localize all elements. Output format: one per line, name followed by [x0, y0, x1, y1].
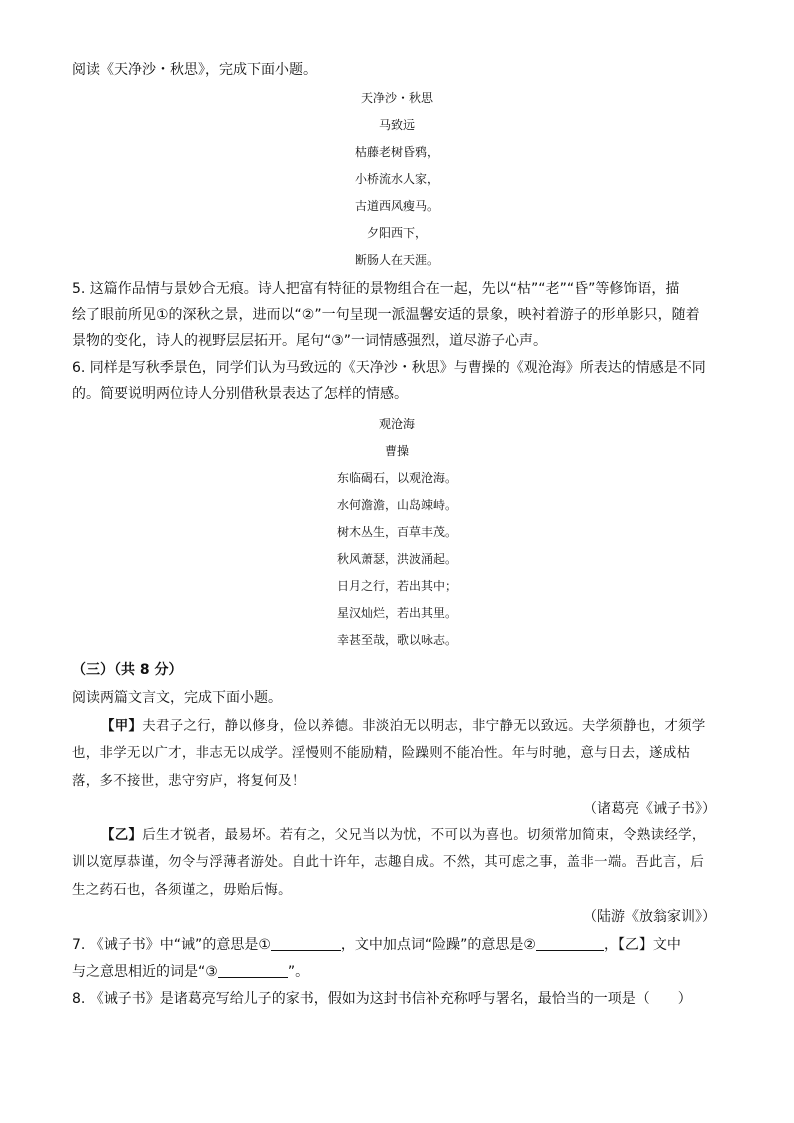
passage-jia-line: 落，多不接世，悲守穷庐，将复何及！	[72, 774, 306, 789]
question-6-line: 6. 同样是写秋季景色，同学们认为马致远的《天净沙・秋思》与曹操的《观沧海》所表达的情感是不同	[72, 360, 706, 376]
poem2-line: 水何澹澹，山岛竦峙。	[336, 498, 457, 512]
question-8-text: 8. 《诫子书》是诸葛亮写给儿子的家书，假如为这封书信补充称呼与署名，最恰当的一项是（ ）	[72, 991, 692, 1007]
question-5-line: 景物的变化，诗人的视野层层拓开。尾句“③”一词情感强烈，道尽游子心声。	[72, 333, 548, 349]
passage-yi-line: 生之药石也，各须谨之，毋贻后悔。	[72, 883, 292, 898]
answer-blank-2[interactable]	[536, 936, 604, 951]
question-7-text: ”。	[287, 964, 310, 980]
question-7-line	[72, 935, 681, 955]
question-7-line	[72, 962, 309, 982]
poem2-title: 观沧海	[378, 417, 415, 431]
passage-yi-line: 训以宽厚恭谨，勿令与浮薄者游处。自此十许年，志趣自成。不然，其可虑之事，盖非一端。吾此言，后	[72, 855, 705, 870]
question-7-text: ，【乙】文中	[603, 937, 681, 953]
section-intro: 阅读两篇文言文，完成下面小题。	[72, 690, 282, 706]
poem2-line: 秋风萧瑟，洪波涌起。	[336, 552, 457, 566]
passage-yi-line	[101, 825, 706, 846]
poem1-line: 小桥流水人家，	[354, 172, 439, 186]
poem1-line: 夕阳西下，	[366, 226, 427, 240]
intro-text: 阅读《天净沙・秋思》，完成下面小题。	[72, 62, 317, 78]
question-5-line: 绘了眼前所见①的深秋之景，进而以“②”一句呈现一派温馨安适的景象，映衬着游子的形单影只，随着	[72, 307, 700, 323]
passage-jia-label: 【甲】	[101, 718, 143, 734]
section-heading: （三）（共 8 分）	[72, 662, 183, 678]
poem1-line: 枯藤老树昏鸦，	[354, 145, 439, 159]
poem1-title: 天净沙・秋思	[360, 91, 433, 105]
passage-yi-label: 【乙】	[101, 827, 143, 843]
poem2-line: 幸甚至哉，歌以咏志。	[336, 633, 457, 647]
answer-blank-3[interactable]	[218, 963, 288, 978]
answer-blank-1[interactable]	[271, 936, 341, 951]
poem1-line: 断肠人在天涯。	[354, 253, 439, 267]
poem2-line: 星汉灿烂，若出其里。	[336, 606, 457, 620]
poem1-line: 古道西风瘦马。	[354, 199, 439, 213]
passage-jia-text: 夫君子之行，静以修身，俭以养德。非淡泊无以明志，非宁静无以致远。夫学须静也，才须学	[142, 719, 706, 734]
question-7-text: 7. 《诫子书》中“诫”的意思是①	[72, 937, 271, 953]
poem1-author: 马致远	[378, 118, 415, 132]
passage-yi-source: （陆游《放翁家训》）	[583, 909, 716, 925]
question-7-text: 与之意思相近的词是“③	[72, 964, 218, 980]
poem2-line: 日月之行，若出其中；	[336, 579, 457, 593]
passage-jia-source: （诸葛亮《诫子书》）	[583, 801, 716, 817]
question-6-line: 的。简要说明两位诗人分别借秋景表达了怎样的情感。	[72, 386, 408, 402]
passage-jia-line: 也，非学无以广才，非志无以成学。淫慢则不能励精，险躁则不能冶性。年与时驰，意与日去，遂成枯	[72, 746, 691, 761]
poem2-line: 树木丛生，百草丰茂。	[336, 525, 457, 539]
passage-jia-line	[101, 716, 706, 737]
question-5-line: 5. 这篇作品情与景妙合无痕。诗人把富有特征的景物组合在一起，先以“枯”“老”“昏”等修饰语，描	[72, 281, 680, 297]
question-7-text: ，文中加点词“险躁”的意思是②	[340, 937, 536, 953]
poem2-line: 东临碣石，以观沧海。	[336, 471, 457, 485]
passage-yi-text: 后生才锐者，最易坏。若有之，父兄当以为忧，不可以为喜也。切须常加简束，令熟读经学，	[142, 828, 706, 843]
poem2-author: 曹操	[384, 444, 409, 458]
